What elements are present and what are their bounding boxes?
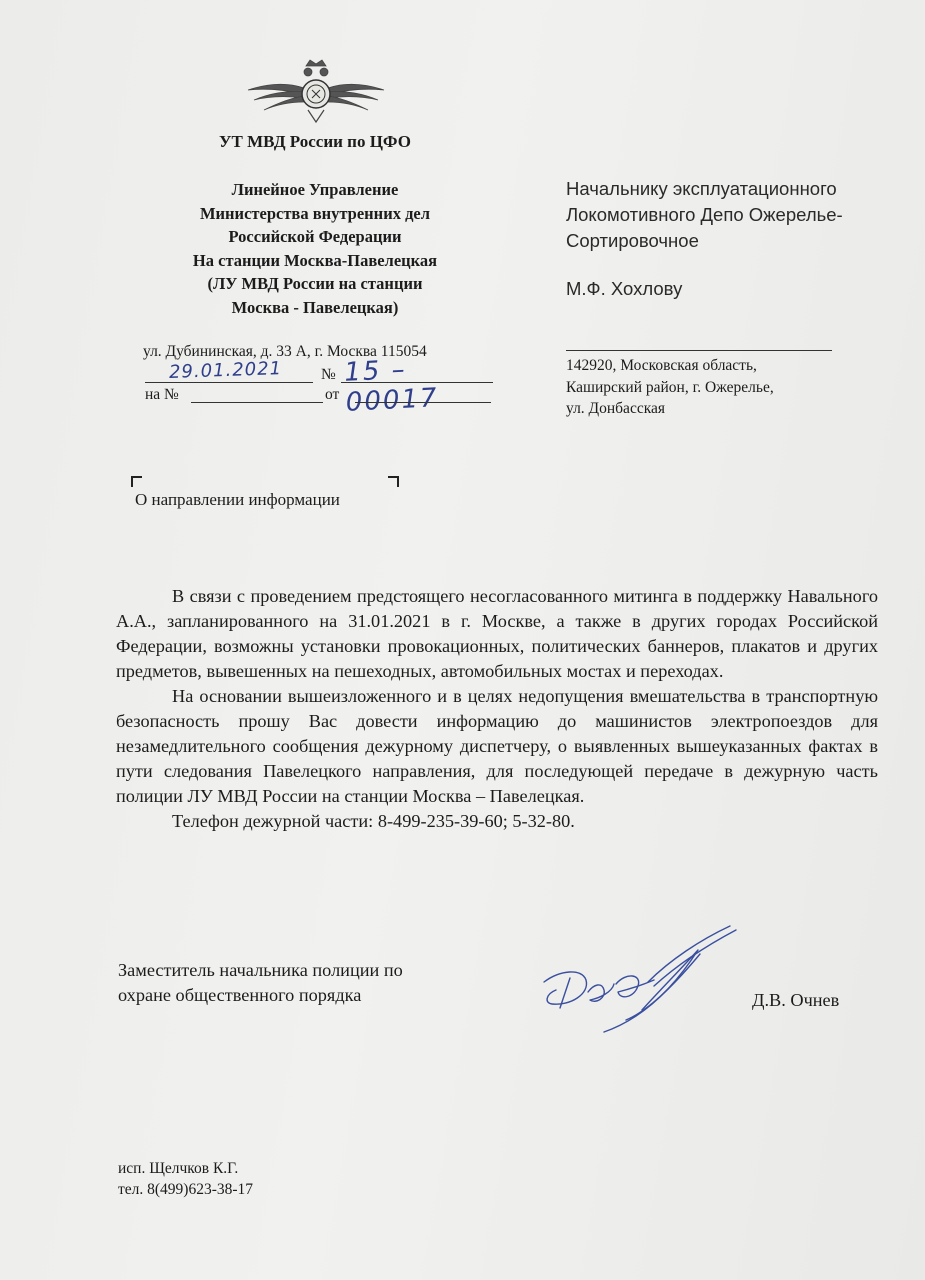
reference-number-line	[191, 402, 323, 403]
signer-position-line: охране общественного порядка	[118, 985, 362, 1005]
org-full-name	[140, 178, 490, 319]
org-line: Москва - Павелецкая)	[231, 297, 399, 317]
org-address: ул. Дубининская, д. 33 А, г. Москва 115054	[143, 343, 427, 360]
recipient-address-line: ул. Донбасская	[566, 400, 666, 417]
org-short-title: УТ МВД России по ЦФО	[219, 132, 411, 151]
recipient-address-line: Каширский район, г. Ожерелье,	[566, 378, 774, 396]
recipient-address	[566, 355, 774, 420]
number-label: №	[321, 366, 336, 383]
handwritten-number: 15 – 00017	[343, 354, 440, 418]
executor-name: исп. Щелчков К.Г.	[118, 1160, 239, 1177]
recipient-title-line: Локомотивного Депо Ожерелье-	[566, 204, 843, 225]
handwritten-signature	[530, 920, 750, 1040]
reference-row	[145, 386, 495, 408]
signer-position	[118, 958, 403, 1008]
recipient-title	[566, 176, 843, 254]
body-paragraph: На основании вышеизложенного и в целях недопущения вмешательства в транспортную безопасность прошу Вас довести информацию до машинистов электропоездов для незамедлительного сообщения дежурному диспетчеру, о выявленных вышеуказанных фактах в пути следования Павелецкого направления, для последующей передаче в дежурную часть полиции ЛУ МВД России на станции Москва – Павелецкая.	[116, 686, 878, 806]
org-line: Линейное Управление	[231, 180, 399, 199]
signer-position-line: Заместитель начальника полиции по	[118, 960, 403, 980]
recipient-title-line: Начальнику эксплуатационного	[566, 178, 837, 199]
body-paragraph: В связи с проведением предстоящего несогласованного митинга в поддержку Навального А.А., запланированного на 31.01.2021 в г. Москве, а также в других городах Российской Федерации, возможны установки провокационных, политических баннеров, плакатов и других предметов, вывешенных на пешеходных, автомобильных мостах и переходах.	[116, 586, 878, 681]
letter-body	[116, 584, 878, 834]
reference-date-label: от	[325, 386, 340, 403]
executor-phone: тел. 8(499)623-38-17	[118, 1181, 254, 1198]
reference-number-label: на №	[145, 386, 179, 403]
org-line: Российской Федерации	[228, 227, 402, 246]
subject-bracket-right	[388, 476, 399, 487]
subject-bracket-left	[131, 476, 142, 487]
recipient-address-line: 142920, Московская область,	[566, 357, 757, 374]
body-paragraph: Телефон дежурной части: 8-499-235-39-60; 5-32-80.	[172, 811, 575, 831]
subject-line: О направлении информации	[135, 490, 340, 509]
recipient-divider	[566, 350, 832, 351]
mvd-emblem-icon	[246, 58, 386, 126]
recipient-name: М.Ф. Хохлову	[566, 278, 683, 299]
org-line: (ЛУ МВД России на станции	[207, 274, 423, 293]
handwritten-date: 29.01.2021	[168, 358, 283, 383]
signer-name: Д.В. Очнев	[752, 990, 840, 1010]
executor-block	[118, 1158, 253, 1200]
reference-date-line	[355, 402, 491, 403]
recipient-title-line: Сортировочное	[566, 230, 699, 251]
org-line: Министерства внутренних дел	[199, 203, 431, 223]
org-line: На станции Москва-Павелецкая	[192, 250, 438, 270]
